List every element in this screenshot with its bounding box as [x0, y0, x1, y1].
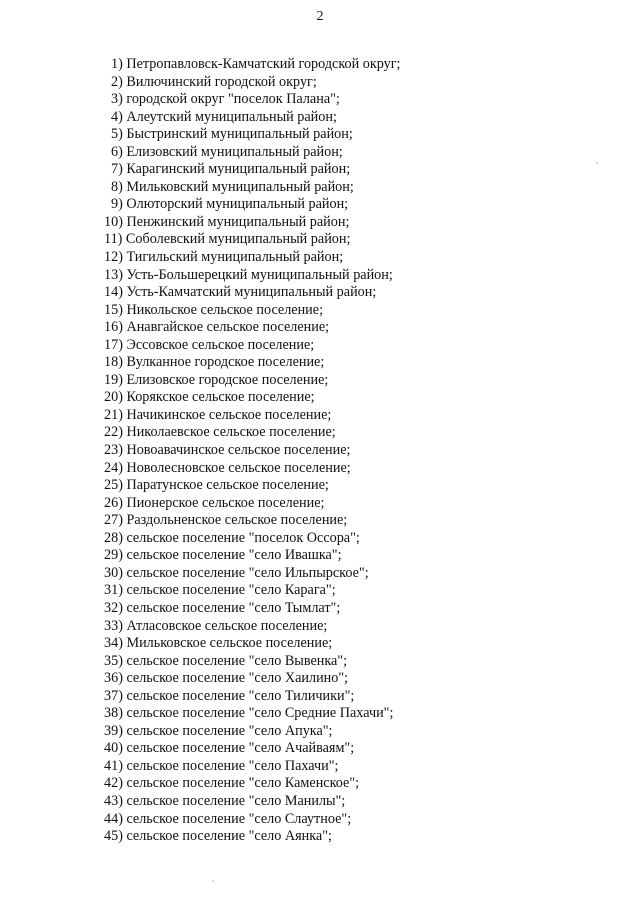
list-item: 1) Петропавловск-Камчатский городской округ; — [111, 56, 401, 72]
list-item: 38) сельское поселение "село Средние Пахачи"; — [104, 705, 394, 722]
list-item: 5) Быстринский муниципальный район; — [111, 126, 353, 143]
list-item: 35) сельское поселение "село Вывенка"; — [104, 652, 348, 669]
scan-speck — [596, 162, 598, 164]
list-item: 16) Анавгайское сельское поселение; — [104, 319, 330, 336]
list-item: 29) сельское поселение "село Ивашка"; — [104, 547, 342, 564]
list-item: 36) сельское поселение "село Хаилино"; — [104, 670, 349, 687]
list-item: 15) Никольское сельское поселение; — [104, 301, 324, 318]
list-item: 21) Начикинское сельское поселение; — [104, 406, 332, 423]
list-item: 33) Атласовское сельское поселение; — [104, 617, 328, 634]
list-item: 27) Раздольненское сельское поселение; — [104, 512, 348, 529]
list-item: 23) Новоавачинское сельское поселение; — [104, 442, 351, 459]
list-item: 28) сельское поселение "поселок Оссора"; — [104, 529, 360, 546]
list-item: 40) сельское поселение "село Ачайваям"; — [104, 740, 355, 757]
list-item: 4) Алеутский муниципальный район; — [111, 108, 337, 125]
list-item: 30) сельское поселение "село Ильпырское"; — [104, 564, 369, 581]
list-item: 31) сельское поселение "село Карага"; — [104, 582, 336, 599]
list-item: 32) сельское поселение "село Тымлат"; — [104, 599, 341, 616]
list-item: 6) Елизовский муниципальный район; — [111, 143, 343, 160]
list-item: 41) сельское поселение "село Пахачи"; — [104, 757, 339, 774]
list-item: 17) Эссовское сельское поселение; — [104, 336, 315, 353]
list-item: 44) сельское поселение "село Слаутное"; — [104, 810, 352, 827]
list-item: 24) Новолесновское сельское поселение; — [104, 459, 351, 476]
list-item: 9) Олюторский муниципальный район; — [111, 196, 349, 213]
list-item: 13) Усть-Большерецкий муниципальный район; — [104, 266, 393, 283]
scan-speck — [212, 880, 214, 882]
list-item: 26) Пионерское сельское поселение; — [104, 494, 325, 511]
list-item: 43) сельское поселение "село Манилы"; — [104, 792, 346, 809]
list-item: 10) Пенжинский муниципальный район; — [104, 213, 350, 230]
list-item: 2) Вилючинский городской округ; — [111, 73, 317, 90]
list-item: 39) сельское поселение "село Апука"; — [104, 722, 333, 739]
list-item: 7) Карагинский муниципальный район; — [111, 161, 351, 178]
list-item: 3) городской округ "поселок Палана"; — [111, 91, 340, 108]
list-item: 12) Тигильский муниципальный район; — [104, 249, 344, 266]
entry-list — [104, 56, 401, 846]
list-item: 37) сельское поселение "село Тиличики"; — [104, 687, 355, 704]
page-number: 2 — [316, 9, 324, 24]
list-item: 11) Соболевский муниципальный район; — [104, 231, 351, 248]
list-item: 25) Паратунское сельское поселение; — [104, 477, 329, 494]
list-item: 42) сельское поселение "село Каменское"; — [104, 775, 360, 792]
list-item: 18) Вулканное городское поселение; — [104, 354, 325, 371]
list-item: 20) Корякское сельское поселение; — [104, 389, 315, 406]
list-item: 14) Усть-Камчатский муниципальный район; — [104, 284, 377, 301]
list-item: 34) Мильковское сельское поселение; — [104, 635, 333, 652]
list-item: 22) Николаевское сельское поселение; — [104, 424, 336, 441]
list-item: 45) сельское поселение "село Аянка"; — [104, 828, 332, 845]
list-item: 19) Елизовское городское поселение; — [104, 371, 329, 388]
list-item: 8) Мильковский муниципальный район; — [111, 178, 354, 195]
